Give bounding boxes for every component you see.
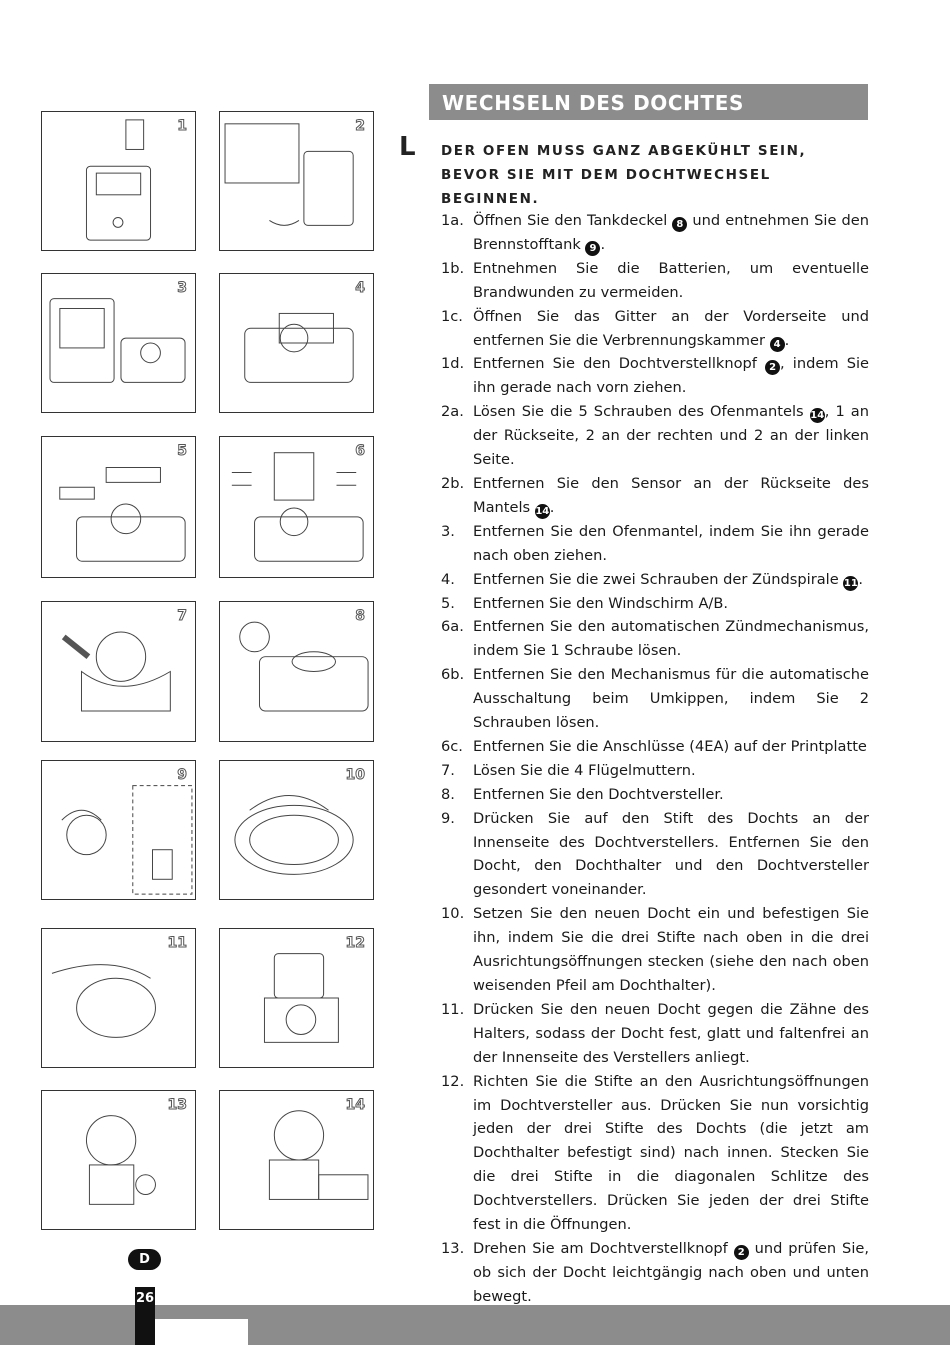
step-text: Drehen Sie am Dochtverstellknopf	[473, 1239, 734, 1257]
instruction-step	[441, 1070, 869, 1237]
figure-12	[219, 928, 374, 1068]
illustration	[220, 112, 373, 250]
step-text: Entfernen Sie die zwei Schrauben der Zündspirale	[473, 570, 844, 588]
part-number-badge: 14	[535, 505, 550, 517]
step-text: Öffnen Sie den Tankdeckel	[473, 212, 673, 229]
figure-2	[219, 111, 374, 251]
step-number: 7.	[441, 761, 455, 779]
illustration	[42, 602, 195, 741]
figure-11	[41, 928, 196, 1068]
step-text: Entfernen Sie den Dochtversteller.	[473, 785, 724, 803]
illustration	[42, 437, 195, 577]
step-number: 6a.	[441, 618, 464, 636]
figure-1	[41, 111, 196, 251]
step-number: 1b.	[441, 259, 465, 277]
instruction-step	[441, 400, 869, 472]
figure-number: 5	[177, 443, 187, 459]
step-text: .	[858, 570, 863, 588]
step-text: Öffnen Sie das Gitter an der Vorderseite und entfernen Sie die Verbrennungskammer	[473, 307, 869, 349]
part-number-badge: 4	[770, 337, 785, 352]
step-text: Lösen Sie die 4 Flügelmuttern.	[473, 761, 696, 779]
step-text: Drücken Sie den neuen Docht gegen die Zähne des Halters, sodass der Docht fest, glatt und faltenfrei an der Innenseite des Verstellers anliegt.	[473, 1000, 869, 1066]
part-number-badge: 9	[585, 241, 600, 256]
instruction-step	[441, 352, 869, 400]
figure-14	[219, 1090, 374, 1230]
part-number-badge: 14	[810, 410, 825, 422]
figure-number: 9	[177, 767, 187, 783]
figure-10	[219, 760, 374, 900]
step-text: Entfernen Sie den Dochtverstellknopf	[473, 355, 766, 373]
step-text: Lösen Sie die 5 Schrauben des Ofenmantels	[473, 403, 810, 421]
step-text: Setzen Sie den neuen Docht ein und befestigen Sie ihn, indem Sie die drei Stifte nach oben in die drei Ausrichtungsöffnungen stecken (siehe den nach oben weisenden Pfeil am Dochthalter).	[473, 905, 869, 994]
step-number: 6c.	[441, 737, 463, 755]
step-number: 8.	[441, 785, 455, 803]
warning-text: DER OFEN MUSS GANZ ABGEKÜHLT SEIN, BEVOR SIE MIT DEM DOCHTWECHSEL BEGINNEN.	[441, 143, 807, 207]
step-number: 1c.	[441, 307, 463, 325]
step-text: Entfernen Sie den Windschirm A/B.	[473, 594, 728, 612]
step-number: 1d.	[441, 355, 465, 373]
figure-3	[41, 273, 196, 413]
step-number: 12.	[441, 1072, 465, 1090]
figure-7	[41, 601, 196, 742]
step-text: Entfernen Sie die Anschlüsse (4EA) auf der Printplatte	[473, 737, 867, 755]
figure-5	[41, 436, 196, 578]
figure-number: 3	[177, 280, 187, 296]
instruction-step	[441, 807, 869, 903]
illustration	[220, 274, 373, 412]
instruction-step	[441, 783, 869, 807]
step-number: 10.	[441, 905, 465, 923]
instruction-step	[441, 1237, 869, 1309]
step-text: Entfernen Sie den Ofenmantel, indem Sie ihn gerade nach oben ziehen.	[473, 522, 869, 564]
warning-icon: L	[399, 132, 416, 162]
instruction-step	[441, 663, 869, 735]
figure-number: 7	[177, 608, 187, 624]
figure-number: 4	[355, 280, 365, 296]
step-number: 4.	[441, 570, 455, 588]
step-text: und prüfen Sie, ob sich der Docht leichtgängig nach oben und unten bewegt.	[473, 1239, 869, 1305]
step-text: Entnehmen Sie die Batterien, um eventuelle Brandwunden zu vermeiden.	[473, 259, 869, 301]
step-text: .	[784, 331, 790, 349]
figure-number: 14	[345, 1097, 365, 1113]
figure-number: 12	[345, 935, 365, 951]
step-text: .	[600, 235, 606, 253]
figure-6	[219, 436, 374, 578]
instruction-step	[441, 568, 869, 592]
step-number: 13.	[441, 1239, 465, 1257]
instruction-step	[441, 902, 869, 998]
instruction-step	[441, 759, 869, 783]
step-text: und entnehmen Sie den Brennstofftank	[473, 212, 869, 253]
illustration	[42, 274, 195, 412]
step-text: Drücken Sie auf den Stift des Dochts an der Innenseite des Dochtverstellers. Entfernen Sie den Docht, den Dochthalter und den Dochtversteller gesondert voneinander.	[473, 809, 869, 899]
step-number: 11.	[441, 1000, 465, 1018]
part-number-badge: 2	[734, 1245, 749, 1260]
instruction-step	[441, 998, 869, 1070]
figure-number: 8	[355, 608, 365, 624]
step-number: 9.	[441, 809, 455, 827]
illustration	[220, 437, 373, 577]
instruction-step	[441, 472, 869, 520]
figure-number: 13	[167, 1097, 187, 1113]
figure-13	[41, 1090, 196, 1230]
step-number: 1a.	[441, 212, 464, 229]
figure-number: 10	[345, 767, 365, 783]
part-number-badge: 11	[843, 577, 858, 589]
illustration	[42, 761, 195, 899]
step-text: .	[549, 498, 555, 516]
instruction-step	[441, 305, 869, 353]
step-text: , 1 an der Rückseite, 2 an der rechten und 2 an der linken Seite.	[473, 403, 870, 469]
figure-9	[41, 760, 196, 900]
illustration	[42, 112, 195, 250]
step-number: 5.	[441, 594, 455, 612]
step-number: 3.	[441, 522, 455, 540]
part-number-badge: 2	[765, 360, 780, 375]
step-text: , indem Sie ihn gerade nach vorn ziehen.	[473, 355, 869, 397]
step-number: 6b.	[441, 666, 465, 684]
figure-number: 1	[177, 118, 187, 134]
step-text: Richten Sie die Stifte an den Ausrichtungsöffnungen im Dochtversteller aus. Drücken Sie nun vorsichtig jeden der drei Stifte des Dochts (die jetzt am Dochthalter befestigt sind) nach innen. Stecken Sie die drei Stifte in die diagonalen Schlitze des Dochtverstellers. Drücken Sie jeden der drei Stifte fest in die Öffnungen.	[473, 1072, 869, 1234]
figure-number: 6	[355, 443, 365, 459]
part-number-badge: 8	[672, 217, 687, 232]
step-number: 2b.	[441, 474, 465, 492]
figure-4	[219, 273, 374, 413]
page-number: 26	[136, 1291, 155, 1306]
figure-number: 2	[355, 118, 365, 134]
figure-number: 11	[167, 935, 187, 951]
instruction-step	[441, 735, 869, 759]
instruction-step	[441, 592, 869, 616]
step-text: Entfernen Sie den automatischen Zündmechanismus, indem Sie 1 Schraube lösen.	[473, 618, 869, 660]
illustration	[220, 602, 373, 741]
step-text: Entfernen Sie den Sensor an der Rückseite des Mantels	[473, 474, 869, 516]
instruction-step	[441, 615, 869, 663]
figure-8	[219, 601, 374, 742]
page-title: WECHSELN DES DOCHTES	[429, 84, 868, 120]
instruction-step	[441, 257, 869, 305]
footer-block	[155, 1319, 248, 1345]
instruction-step	[441, 520, 869, 568]
instruction-list	[441, 209, 869, 1309]
language-badge: D	[128, 1249, 161, 1270]
instruction-step	[441, 209, 869, 257]
step-text: Entfernen Sie den Mechanismus für die automatische Ausschaltung beim Umkippen, indem Sie 2 Schrauben lösen.	[473, 666, 869, 732]
step-number: 2a.	[441, 403, 464, 421]
